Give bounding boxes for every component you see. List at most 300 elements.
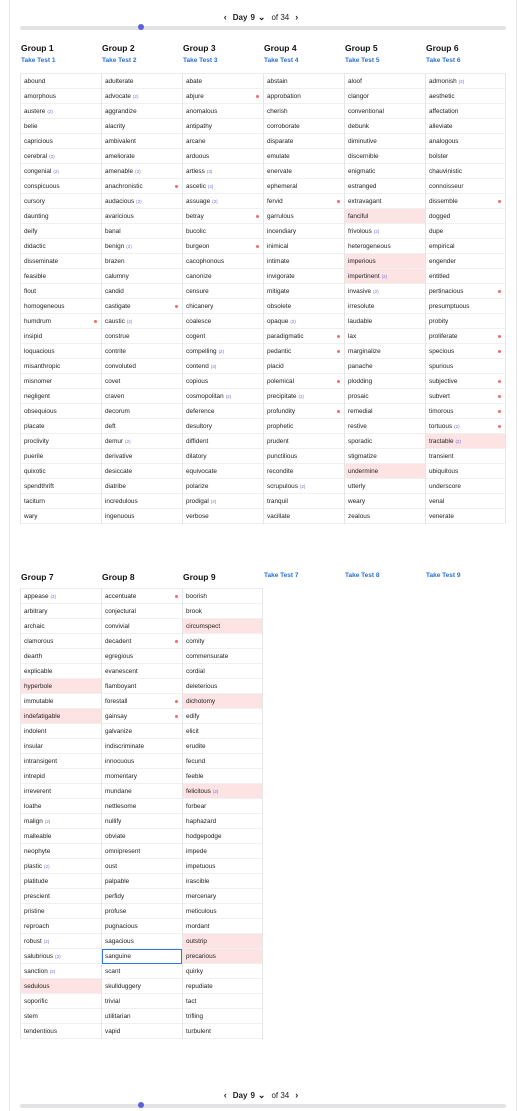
word-item[interactable] <box>345 239 425 254</box>
word-item[interactable] <box>183 89 263 104</box>
word-item[interactable] <box>264 194 344 209</box>
word-item[interactable] <box>102 104 182 119</box>
word-item[interactable] <box>426 149 505 164</box>
word-item[interactable] <box>102 814 182 829</box>
word-item[interactable] <box>426 404 505 419</box>
word-item[interactable] <box>345 254 425 269</box>
word-item[interactable] <box>102 664 182 679</box>
take-test-link[interactable]: Take Test 8 <box>345 572 380 579</box>
word-item[interactable] <box>183 434 263 449</box>
word-item[interactable] <box>183 179 263 194</box>
word-item[interactable] <box>102 179 182 194</box>
word-item[interactable] <box>21 934 101 949</box>
word-item[interactable] <box>102 329 182 344</box>
word-item[interactable] <box>264 239 344 254</box>
word-item[interactable] <box>183 979 262 994</box>
word-item[interactable] <box>264 104 344 119</box>
word-item[interactable] <box>183 619 262 634</box>
word-item[interactable] <box>21 769 101 784</box>
word-item[interactable] <box>345 74 425 89</box>
word-item[interactable] <box>183 709 262 724</box>
word-item[interactable] <box>264 74 344 89</box>
word-item[interactable] <box>183 784 262 799</box>
word-item[interactable] <box>426 194 505 209</box>
word-item[interactable] <box>426 269 505 284</box>
word-item[interactable] <box>102 679 182 694</box>
word-item[interactable] <box>345 464 425 479</box>
word-item[interactable] <box>102 634 182 649</box>
word-item[interactable] <box>345 164 425 179</box>
word-item[interactable] <box>21 739 101 754</box>
word-item[interactable] <box>21 844 101 859</box>
word-item[interactable] <box>21 494 101 509</box>
word-item[interactable] <box>102 494 182 509</box>
word-item[interactable] <box>345 179 425 194</box>
word-item[interactable] <box>183 329 263 344</box>
word-item[interactable] <box>21 919 101 934</box>
word-item[interactable] <box>21 314 101 329</box>
word-item[interactable] <box>102 859 182 874</box>
word-item[interactable] <box>345 509 425 524</box>
word-item[interactable] <box>264 344 344 359</box>
word-item[interactable] <box>102 589 182 604</box>
word-item[interactable] <box>264 434 344 449</box>
word-item[interactable] <box>183 724 262 739</box>
word-item[interactable] <box>264 299 344 314</box>
word-item[interactable] <box>264 149 344 164</box>
word-item[interactable] <box>345 299 425 314</box>
word-item[interactable] <box>102 209 182 224</box>
word-item[interactable] <box>426 209 505 224</box>
word-item[interactable] <box>21 679 101 694</box>
word-item[interactable] <box>102 889 182 904</box>
word-item[interactable] <box>264 314 344 329</box>
word-item[interactable] <box>183 209 263 224</box>
word-item[interactable] <box>426 494 505 509</box>
word-item[interactable] <box>264 374 344 389</box>
word-item[interactable] <box>183 149 263 164</box>
word-item[interactable] <box>345 104 425 119</box>
word-item[interactable] <box>102 604 182 619</box>
word-item[interactable] <box>21 874 101 889</box>
word-item[interactable] <box>183 389 263 404</box>
word-item[interactable] <box>345 209 425 224</box>
word-item[interactable] <box>102 224 182 239</box>
word-item[interactable] <box>21 404 101 419</box>
word-item[interactable] <box>426 434 505 449</box>
word-item[interactable] <box>102 919 182 934</box>
word-item[interactable] <box>102 739 182 754</box>
word-item[interactable] <box>426 509 505 524</box>
word-item[interactable] <box>21 389 101 404</box>
word-item[interactable] <box>183 949 262 964</box>
word-item[interactable] <box>102 119 182 134</box>
word-text: fanciful <box>348 213 369 220</box>
word-item[interactable] <box>183 904 262 919</box>
word-item[interactable] <box>21 179 101 194</box>
word-item[interactable] <box>345 134 425 149</box>
word-item[interactable] <box>264 479 344 494</box>
word-item[interactable] <box>183 934 262 949</box>
word-item[interactable] <box>426 329 505 344</box>
word-item[interactable] <box>21 829 101 844</box>
take-test-link[interactable]: Take Test 7 <box>264 572 299 579</box>
word-item[interactable] <box>21 239 101 254</box>
word-item[interactable] <box>264 134 344 149</box>
word-item[interactable] <box>264 164 344 179</box>
word-item[interactable] <box>21 134 101 149</box>
word-item[interactable] <box>426 119 505 134</box>
word-item[interactable] <box>21 254 101 269</box>
word-item[interactable] <box>264 269 344 284</box>
word-item[interactable] <box>264 419 344 434</box>
word-item[interactable] <box>102 344 182 359</box>
take-test-link[interactable]: Take Test 3 <box>183 57 218 64</box>
word-item[interactable] <box>21 979 101 994</box>
word-item[interactable] <box>426 254 505 269</box>
word-item[interactable] <box>102 829 182 844</box>
word-item[interactable] <box>345 314 425 329</box>
word-item[interactable] <box>183 994 262 1009</box>
word-item[interactable] <box>183 404 263 419</box>
word-item[interactable] <box>183 164 263 179</box>
word-item[interactable] <box>183 344 263 359</box>
word-item[interactable] <box>21 149 101 164</box>
word-item[interactable] <box>345 89 425 104</box>
word-item[interactable] <box>102 239 182 254</box>
word-item[interactable] <box>21 434 101 449</box>
word-text: advocate <box>105 93 131 101</box>
word-item[interactable] <box>426 89 505 104</box>
word-item[interactable] <box>102 769 182 784</box>
word-item[interactable] <box>102 799 182 814</box>
word-item[interactable] <box>102 784 182 799</box>
word-item[interactable] <box>102 134 182 149</box>
word-item[interactable] <box>21 589 101 604</box>
word-item[interactable] <box>102 724 182 739</box>
word-item[interactable] <box>21 949 101 964</box>
word-item[interactable] <box>102 434 182 449</box>
word-item[interactable] <box>183 964 262 979</box>
word-item[interactable] <box>426 179 505 194</box>
word-item[interactable] <box>426 419 505 434</box>
word-item[interactable] <box>426 359 505 374</box>
word-text: verbose <box>186 513 209 520</box>
word-item[interactable] <box>102 754 182 769</box>
word-item[interactable] <box>183 829 262 844</box>
word-item[interactable] <box>183 844 262 859</box>
word-item[interactable] <box>345 269 425 284</box>
word-item[interactable] <box>264 404 344 419</box>
word-item[interactable] <box>102 299 182 314</box>
word-item[interactable] <box>102 979 182 994</box>
word-item[interactable] <box>21 119 101 134</box>
word-item[interactable] <box>102 74 182 89</box>
word-item[interactable] <box>183 269 263 284</box>
word-item[interactable] <box>21 649 101 664</box>
word-item[interactable] <box>183 799 262 814</box>
word-item[interactable] <box>183 509 263 524</box>
word-item[interactable] <box>183 634 262 649</box>
word-item[interactable] <box>264 254 344 269</box>
word-item[interactable] <box>183 889 262 904</box>
word-item[interactable] <box>102 949 182 964</box>
word-item[interactable] <box>264 209 344 224</box>
word-item[interactable] <box>426 134 505 149</box>
word-item[interactable] <box>102 1024 182 1039</box>
word-item[interactable] <box>102 194 182 209</box>
word-item[interactable] <box>426 239 505 254</box>
chevron-left-icon[interactable]: ‹ <box>223 12 227 22</box>
day-selector[interactable] <box>233 1090 266 1101</box>
word-item[interactable] <box>183 754 262 769</box>
word-item[interactable] <box>21 619 101 634</box>
word-item[interactable] <box>21 1009 101 1024</box>
word-item[interactable] <box>345 284 425 299</box>
word-item[interactable] <box>21 889 101 904</box>
word-item[interactable] <box>426 464 505 479</box>
word-item[interactable] <box>21 419 101 434</box>
word-item[interactable] <box>102 694 182 709</box>
word-item[interactable] <box>426 479 505 494</box>
chevron-right-icon[interactable]: › <box>295 12 299 22</box>
word-item[interactable] <box>426 374 505 389</box>
word-item[interactable] <box>426 164 505 179</box>
day-progress-slider[interactable] <box>20 1104 506 1108</box>
chevron-right-icon[interactable]: › <box>295 1090 299 1100</box>
word-item[interactable] <box>183 314 263 329</box>
take-test-link[interactable]: Take Test 6 <box>426 57 461 64</box>
word-item[interactable] <box>264 224 344 239</box>
word-item[interactable] <box>264 179 344 194</box>
word-item[interactable] <box>21 994 101 1009</box>
word-item[interactable] <box>345 329 425 344</box>
word-item[interactable] <box>102 404 182 419</box>
word-item[interactable] <box>345 419 425 434</box>
word-item[interactable] <box>264 329 344 344</box>
word-item[interactable] <box>183 1009 262 1024</box>
word-item[interactable] <box>183 649 262 664</box>
word-item[interactable] <box>426 314 505 329</box>
word-item[interactable] <box>21 604 101 619</box>
word-item[interactable] <box>21 784 101 799</box>
word-item[interactable] <box>345 224 425 239</box>
word-item[interactable] <box>264 89 344 104</box>
word-item[interactable] <box>21 104 101 119</box>
word-item[interactable] <box>102 164 182 179</box>
word-item[interactable] <box>183 859 262 874</box>
take-test-link[interactable]: Take Test 1 <box>21 57 56 64</box>
take-test-link[interactable]: Take Test 5 <box>345 57 380 64</box>
word-item[interactable] <box>21 89 101 104</box>
word-item[interactable] <box>102 1009 182 1024</box>
word-item[interactable] <box>21 464 101 479</box>
word-item[interactable] <box>345 344 425 359</box>
word-item[interactable] <box>345 359 425 374</box>
word-item[interactable] <box>426 74 505 89</box>
word-item[interactable] <box>183 284 263 299</box>
word-item[interactable] <box>345 389 425 404</box>
word-item[interactable] <box>21 859 101 874</box>
word-item[interactable] <box>102 844 182 859</box>
word-item[interactable] <box>102 904 182 919</box>
word-item[interactable] <box>102 389 182 404</box>
word-item[interactable] <box>21 164 101 179</box>
word-item[interactable] <box>21 904 101 919</box>
word-item[interactable] <box>21 754 101 769</box>
word-item[interactable] <box>102 874 182 889</box>
word-item[interactable] <box>21 664 101 679</box>
word-item[interactable] <box>264 119 344 134</box>
word-item[interactable] <box>102 619 182 634</box>
word-item[interactable] <box>345 404 425 419</box>
day-selector[interactable] <box>233 12 266 23</box>
word-item[interactable] <box>183 359 263 374</box>
word-item[interactable] <box>102 649 182 664</box>
word-item[interactable] <box>102 149 182 164</box>
slider-handle[interactable] <box>138 1102 144 1108</box>
word-text: prosaic <box>348 393 369 400</box>
word-item[interactable] <box>264 449 344 464</box>
word-item[interactable] <box>102 359 182 374</box>
word-item[interactable] <box>345 119 425 134</box>
word-item[interactable] <box>102 284 182 299</box>
word-item[interactable] <box>21 449 101 464</box>
word-item[interactable] <box>102 314 182 329</box>
word-list <box>263 73 344 524</box>
word-item[interactable] <box>21 374 101 389</box>
word-item[interactable] <box>426 299 505 314</box>
word-item[interactable] <box>21 724 101 739</box>
word-item[interactable] <box>21 284 101 299</box>
word-item[interactable] <box>102 994 182 1009</box>
word-text: inimical <box>267 243 289 250</box>
word-item[interactable] <box>183 1024 262 1039</box>
word-item[interactable] <box>264 464 344 479</box>
slider-handle[interactable] <box>138 24 144 30</box>
word-item[interactable] <box>21 194 101 209</box>
word-item[interactable] <box>183 814 262 829</box>
chevron-left-icon[interactable]: ‹ <box>223 1090 227 1100</box>
word-item[interactable] <box>21 344 101 359</box>
word-item[interactable] <box>183 694 262 709</box>
word-item[interactable] <box>102 374 182 389</box>
word-item[interactable] <box>183 104 263 119</box>
word-item[interactable] <box>183 739 262 754</box>
word-item[interactable] <box>21 799 101 814</box>
word-item[interactable] <box>21 479 101 494</box>
take-test-link[interactable]: Take Test 4 <box>264 57 299 64</box>
word-item[interactable] <box>345 194 425 209</box>
day-progress-slider[interactable] <box>20 26 506 30</box>
word-item[interactable] <box>264 389 344 404</box>
word-item[interactable] <box>102 269 182 284</box>
word-item[interactable] <box>426 389 505 404</box>
word-item[interactable] <box>183 299 263 314</box>
word-item[interactable] <box>183 419 263 434</box>
word-item[interactable] <box>183 769 262 784</box>
word-item[interactable] <box>345 149 425 164</box>
word-item[interactable] <box>345 449 425 464</box>
word-item[interactable] <box>21 329 101 344</box>
word-item[interactable] <box>102 934 182 949</box>
take-test-link[interactable]: Take Test 2 <box>102 57 137 64</box>
word-item[interactable] <box>21 709 101 724</box>
word-item[interactable] <box>102 449 182 464</box>
word-item[interactable] <box>102 419 182 434</box>
word-item[interactable] <box>21 1024 101 1039</box>
word-item[interactable] <box>426 224 505 239</box>
word-item[interactable] <box>21 814 101 829</box>
word-item[interactable] <box>183 589 262 604</box>
word-item[interactable] <box>21 634 101 649</box>
word-item[interactable] <box>21 509 101 524</box>
word-item[interactable] <box>426 284 505 299</box>
word-item[interactable] <box>183 239 263 254</box>
word-item[interactable] <box>264 509 344 524</box>
word-item[interactable] <box>183 664 262 679</box>
word-item[interactable] <box>183 194 263 209</box>
word-item[interactable] <box>21 694 101 709</box>
word-item[interactable] <box>183 224 263 239</box>
word-item[interactable] <box>183 449 263 464</box>
word-item[interactable] <box>21 269 101 284</box>
word-item[interactable] <box>21 74 101 89</box>
chevron-down-icon[interactable]: ⌄ <box>257 1089 266 1100</box>
word-item[interactable] <box>183 119 263 134</box>
word-item[interactable] <box>102 709 182 724</box>
word-item[interactable] <box>102 254 182 269</box>
word-item[interactable] <box>426 449 505 464</box>
word-item[interactable] <box>21 224 101 239</box>
word-item[interactable] <box>21 964 101 979</box>
word-item[interactable] <box>183 74 263 89</box>
word-item[interactable] <box>183 494 263 509</box>
word-item[interactable] <box>183 374 263 389</box>
word-item[interactable] <box>426 344 505 359</box>
word-item[interactable] <box>102 89 182 104</box>
word-item[interactable] <box>21 299 101 314</box>
word-item[interactable] <box>345 434 425 449</box>
word-item[interactable] <box>345 479 425 494</box>
word-item[interactable] <box>102 464 182 479</box>
word-item[interactable] <box>21 209 101 224</box>
word-item[interactable] <box>345 374 425 389</box>
word-item[interactable] <box>183 604 262 619</box>
word-text: chauvinistic <box>429 168 463 175</box>
word-item[interactable] <box>183 254 263 269</box>
word-item[interactable] <box>345 494 425 509</box>
word-item[interactable] <box>183 679 262 694</box>
word-item[interactable] <box>183 479 263 494</box>
word-item[interactable] <box>21 359 101 374</box>
word-item[interactable] <box>183 874 262 889</box>
word-item[interactable] <box>183 919 262 934</box>
word-item[interactable] <box>183 464 263 479</box>
word-item[interactable] <box>102 964 182 979</box>
word-text: scrupulous <box>267 483 298 491</box>
word-item[interactable] <box>102 479 182 494</box>
take-test-link[interactable]: Take Test 9 <box>426 572 461 579</box>
word-text: imperious <box>348 258 376 265</box>
word-item[interactable] <box>264 359 344 374</box>
word-item[interactable] <box>264 284 344 299</box>
word-item[interactable] <box>183 134 263 149</box>
word-item[interactable] <box>264 494 344 509</box>
word-item[interactable] <box>426 104 505 119</box>
chevron-down-icon[interactable]: ⌄ <box>257 11 266 22</box>
word-item[interactable] <box>102 509 182 524</box>
